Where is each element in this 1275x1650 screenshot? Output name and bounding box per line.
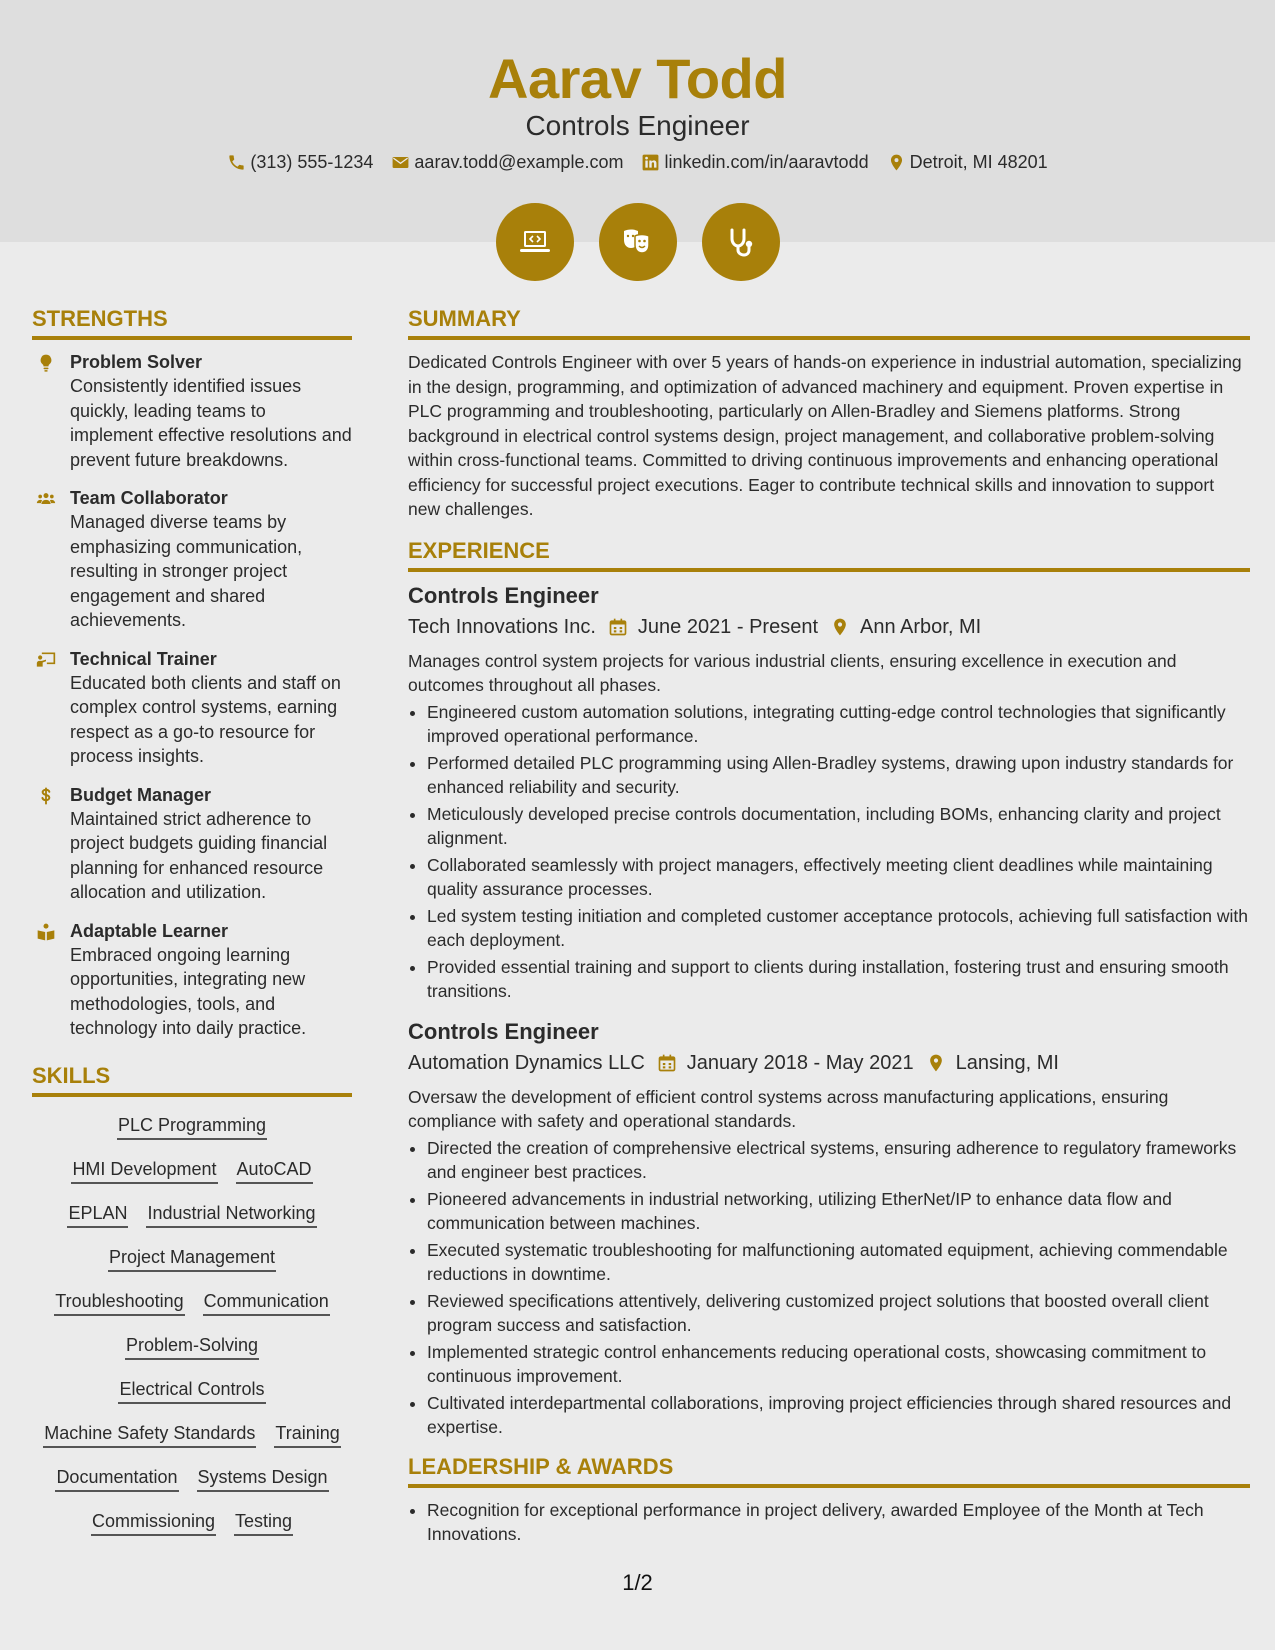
job-bullet: • Engineered custom automation solutions, integrating cutting-edge control technologies that significantly improved operational performance. [427, 700, 1250, 749]
phone-icon [227, 153, 246, 172]
job-bullets [408, 1136, 1250, 1440]
leadership-bullet: • Recognition for exceptional performance in project delivery, awarded Employee of the Month at Tech Innovations. [427, 1498, 1250, 1547]
skill-tag: Project Management [108, 1245, 276, 1272]
strength-item [32, 486, 352, 633]
location-text: Detroit, MI 48201 [909, 152, 1048, 172]
chalkboard-teacher-icon [36, 650, 56, 670]
strength-name: Technical Trainer [70, 648, 217, 669]
book-reader-icon [36, 922, 56, 942]
linkedin-text: linkedin.com/in/aaravtodd [664, 152, 869, 172]
strength-item [32, 783, 352, 905]
skill-tag: Problem-Solving [125, 1333, 259, 1360]
theater-masks-icon [618, 222, 658, 262]
strength-desc: Educated both clients and staff on complex control systems, earning respect as a go-to resource for process insights. [70, 672, 341, 766]
stethoscope-badge [702, 203, 780, 281]
contact-bar [0, 152, 1275, 173]
strength-item [32, 350, 352, 472]
job-bullet: • Pioneered advancements in industrial networking, utilizing EtherNet/IP to enhance data flow and communication between machines. [427, 1187, 1250, 1236]
experience-heading: EXPERIENCE [408, 538, 1250, 572]
job-location: Lansing, MI [955, 1051, 1059, 1074]
summary-text: Dedicated Controls Engineer with over 5 years of hands-on experience in industrial automation, specializing in the design, programming, and optimization of advanced machinery and equipment. Proven expertise in PLC programming and troubleshooting, particularly on Allen-Bradley and Siemens platforms. Strong background in electrical control systems design, project management, and collaborative problem-solving within cross-functional teams. Committed to driving continuous improvements and enhancing operational efficiency for successful project executions. Eager to contribute technical skills and innovation to support new challenges. [408, 352, 1242, 519]
laptop-code-badge [496, 203, 574, 281]
lightbulb-icon [36, 353, 56, 373]
skill-tag: Communication [203, 1289, 330, 1316]
users-icon [36, 489, 56, 509]
leadership-heading: LEADERSHIP & AWARDS [408, 1454, 1250, 1488]
job-dates: June 2021 - Present [637, 615, 819, 638]
job-title-heading: Controls Engineer [525, 110, 750, 141]
linkedin-icon [641, 153, 660, 172]
job-bullet: • Led system testing initiation and completed customer acceptance protocols, achieving full satisfaction with each deployment. [427, 904, 1250, 953]
job-entry [408, 582, 1250, 1004]
strength-desc: Maintained strict adherence to project budgets guiding financial planning for enhanced resource allocation and utilization. [70, 808, 328, 902]
job-bullet: • Directed the creation of comprehensive electrical systems, ensuring adherence to regulatory frameworks and engineer best practices. [427, 1136, 1250, 1185]
summary-heading: SUMMARY [408, 306, 1250, 340]
job-role: Controls Engineer [408, 582, 599, 608]
phone-text: (313) 555-1234 [250, 152, 374, 172]
strength-name: Adaptable Learner [70, 920, 229, 941]
skill-tag: Machine Safety Standards [43, 1421, 256, 1448]
dollar-icon [36, 786, 56, 806]
job-company: Tech Innovations Inc. [408, 615, 596, 638]
job-bullet: • Collaborated seamlessly with project managers, effectively meeting client deadlines while maintaining quality assurance processes. [427, 853, 1250, 902]
job-bullet: • Cultivated interdepartmental collaborations, improving project efficiencies through shared resources and expertise. [427, 1391, 1250, 1440]
strength-name: Team Collaborator [70, 488, 228, 508]
theater-masks-badge [599, 203, 677, 281]
strength-desc: Embraced ongoing learning opportunities, integrating new methodologies, tools, and technology into daily practice. [70, 944, 307, 1038]
job-bullet: • Provided essential training and support to clients during installation, fostering trust and ensuring smooth transitions. [427, 955, 1250, 1004]
envelope-icon [391, 153, 410, 172]
laptop-code-icon [515, 222, 555, 262]
page-number: 1/2 [622, 1570, 653, 1595]
contact-phone [227, 152, 373, 173]
skill-tag: Electrical Controls [118, 1377, 265, 1404]
calendar-icon [657, 1053, 677, 1073]
skill-tag: Industrial Networking [146, 1201, 316, 1228]
job-bullet: • Reviewed specifications attentively, delivering customized project solutions that boosted overall client program success and satisfaction. [427, 1289, 1250, 1338]
job-dates: January 2018 - May 2021 [686, 1051, 914, 1074]
job-bullet: • Performed detailed PLC programming using Allen-Bradley systems, drawing upon industry standards for enhanced reliability and security. [427, 751, 1250, 800]
contact-linkedin[interactable] [641, 152, 868, 173]
skill-tag: Training [274, 1421, 340, 1448]
job-company: Automation Dynamics LLC [408, 1051, 645, 1074]
skill-tag: Documentation [55, 1465, 178, 1492]
strength-item [32, 919, 352, 1041]
skill-tag: PLC Programming [117, 1113, 267, 1140]
skill-tag: AutoCAD [236, 1157, 313, 1184]
map-pin-icon [887, 153, 906, 172]
skill-tag: Commissioning [91, 1509, 216, 1536]
right-column [408, 306, 1250, 1561]
job-bullets [408, 700, 1250, 1004]
map-pin-icon [926, 1053, 946, 1073]
skill-tag: EPLAN [67, 1201, 128, 1228]
strengths-heading: STRENGTHS [32, 306, 352, 340]
calendar-icon [608, 617, 628, 637]
strength-desc: Consistently identified issues quickly, leading teams to implement effective resolutions and prevent future breakdowns. [70, 376, 352, 470]
job-bullet: • Implemented strategic control enhancements reducing operational costs, showcasing commitment to continuous improvement. [427, 1340, 1250, 1389]
email-text: aarav.todd@example.com [414, 152, 624, 172]
job-summary: Manages control system projects for various industrial clients, ensuring excellence in execution and outcomes throughout all phases. [408, 650, 1177, 695]
skill-tag: Testing [234, 1509, 293, 1536]
strength-name: Budget Manager [70, 784, 212, 805]
job-bullet: • Executed systematic troubleshooting for malfunctioning automated equipment, achieving commendable reductions in downtime. [427, 1238, 1250, 1287]
strength-name: Problem Solver [70, 352, 203, 372]
skill-tag: Troubleshooting [54, 1289, 184, 1316]
job-entry [408, 1018, 1250, 1440]
left-column [32, 306, 352, 1536]
candidate-name: Aarav Todd [488, 47, 787, 110]
map-pin-icon [830, 617, 850, 637]
skill-tag: Systems Design [197, 1465, 329, 1492]
job-meta [408, 613, 1250, 641]
skills-heading: SKILLS [32, 1063, 352, 1097]
skill-tag: HMI Development [71, 1157, 217, 1184]
leadership-bullets [408, 1498, 1250, 1547]
strength-desc: Managed diverse teams by emphasizing communication, resulting in stronger project engagement and shared achievements. [70, 512, 303, 630]
job-meta [408, 1049, 1250, 1077]
skills-list [32, 1107, 352, 1536]
job-summary: Oversaw the development of efficient control systems across manufacturing applications, ensuring compliance with safety and operational standards. [408, 1086, 1169, 1131]
contact-email[interactable] [391, 152, 623, 173]
strength-item [32, 647, 352, 769]
job-bullet: • Meticulously developed precise controls documentation, including BOMs, enhancing clarity and project alignment. [427, 802, 1250, 851]
stethoscope-icon [721, 222, 761, 262]
header-icon-row [0, 203, 1275, 281]
job-location: Ann Arbor, MI [860, 615, 982, 638]
contact-location [887, 152, 1048, 173]
job-role: Controls Engineer [408, 1018, 599, 1044]
